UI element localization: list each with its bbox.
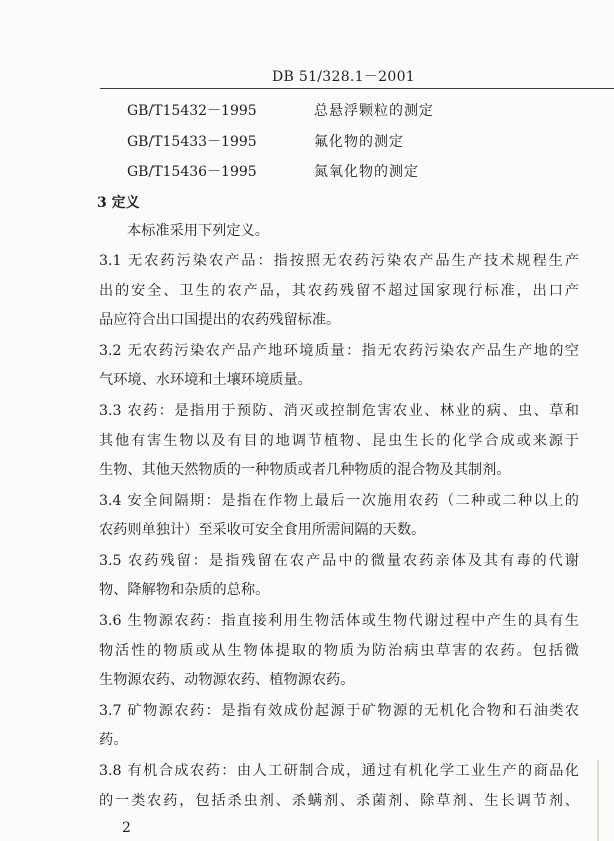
reference-name: 氟化物的测定	[314, 134, 404, 150]
page-number: 2	[122, 820, 131, 836]
body-line: 3.1 无农药污染农产品：指按照无农药污染农产品生产技术规程生产	[99, 253, 579, 269]
body-line: 3.4 安全间隔期：是指在作物上最后一次施用农药（二种或二种以上的	[99, 493, 579, 509]
body-line: 3.2 无农药污染农产品产地环境质量：指无农药污染农产品生产地的空	[99, 343, 579, 359]
body-line: 其他有害生物以及有目的地调节植物、昆虫生长的化学合成或来源于	[99, 433, 579, 449]
reference-code: GB/T15436－1995	[127, 164, 257, 180]
body-line: 3.3 农药：是指用于预防、消灭或控制危害农业、林业的病、虫、草和	[99, 403, 579, 419]
body-line: 生物源农药、动物源农药、植物源农药。	[99, 672, 355, 688]
section-title: 3 定义	[97, 195, 140, 211]
reference-code: GB/T15433－1995	[127, 134, 257, 150]
body-line: 药。	[99, 732, 128, 748]
body-line: 3.5 农药残留：是指残留在农产品中的微量农药亲体及其有毒的代谢	[99, 553, 579, 569]
body-line: 3.6 生物源农药：指直接利用生物活体或生物代谢过程中产生的具有生	[99, 613, 579, 629]
reference-name: 总悬浮颗粒的测定	[314, 103, 434, 119]
body-line: 的一类农药，包括杀虫剂、杀螨剂、杀菌剂、除草剂、生长调节剂、	[99, 793, 579, 809]
body-line: 物活性的物质或从生物体提取的物质为防治病虫草害的农药。包括微	[99, 643, 579, 659]
page-edge-shadow	[597, 760, 599, 841]
body-line: 3.8 有机合成农药：由人工研制合成，通过有机化学工业生产的商品化	[99, 763, 579, 779]
header-rule	[100, 88, 614, 89]
standard-code: DB 51/328.1－2001	[272, 69, 416, 85]
body-line: 出的安全、卫生的农产品，其农药残留不超过国家现行标准，出口产	[99, 283, 579, 299]
body-line: 品应符合出口国提出的农药残留标准。	[99, 312, 341, 328]
body-line: 气环境、水环境和土壤环境质量。	[99, 372, 312, 388]
body-line: 3.7 矿物源农药：是指有效成份起源于矿物源的无机化合物和石油类农	[99, 703, 579, 719]
body-line: 物、降解物和杂质的总称。	[99, 582, 270, 598]
reference-code: GB/T15432－1995	[127, 103, 257, 119]
body-line: 农药则单独计）至采收可安全食用所需间隔的天数。	[99, 522, 426, 538]
body-line: 生物、其他天然物质的一种物质或者几种物质的混合物及其制剂。	[99, 462, 511, 478]
section-intro: 本标准采用下列定义。	[127, 223, 269, 239]
reference-name: 氮氧化物的测定	[314, 164, 419, 180]
